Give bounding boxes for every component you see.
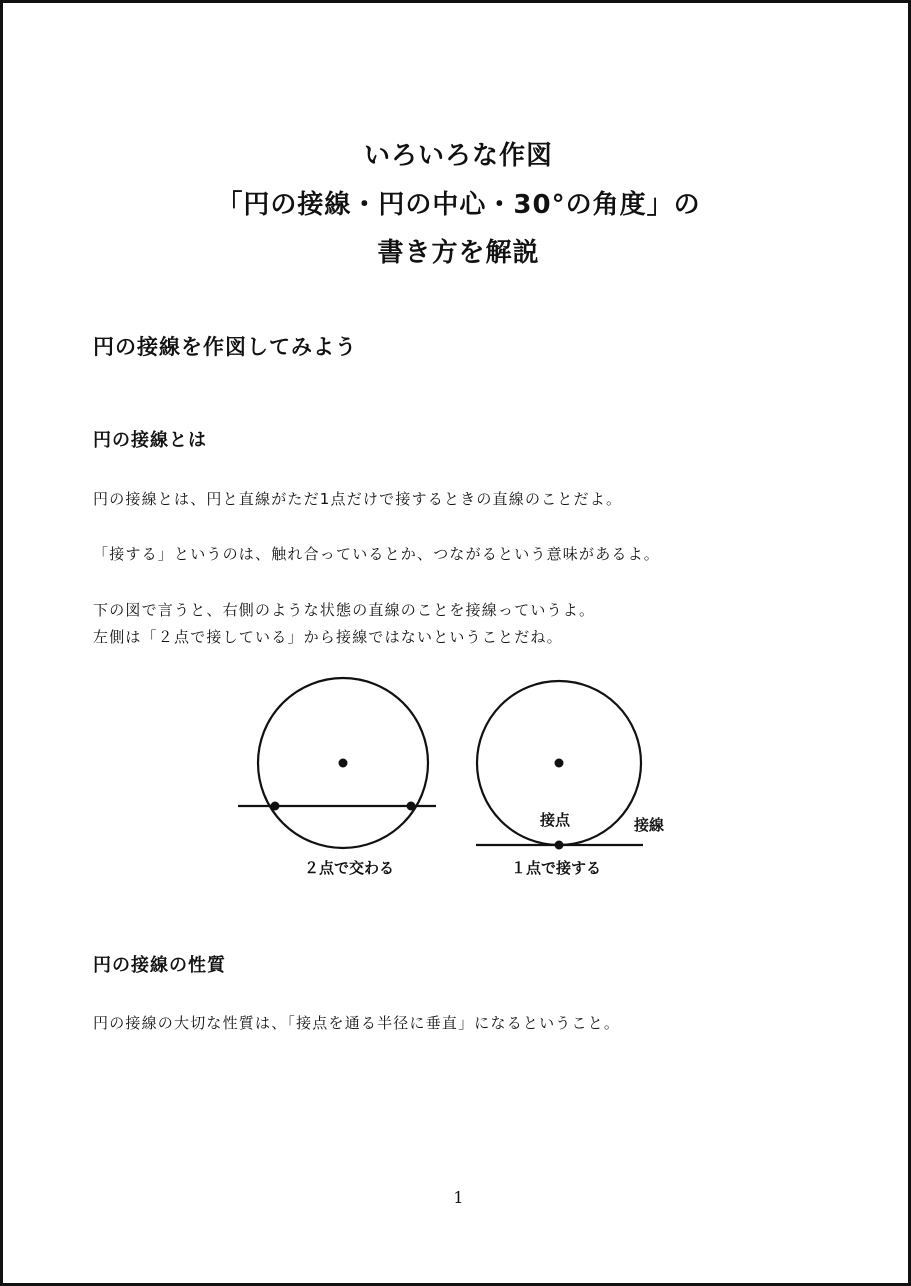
paragraph: 円の接線とは、円と直線がただ1点だけで接するときの直線のことだよ。 [93,490,623,508]
paragraph: 下の図で言うと、右側のような状態の直線のことを接線っていうよ。 [93,601,596,619]
paragraph: 「接する」というのは、触れ合っているとか、つながるという意味があるよ。 [93,545,661,563]
tangent-figure [3,3,908,1283]
subsection-heading-tangent-property: 円の接線の性質 [93,955,226,976]
title-line-1: いろいろな作図 [363,141,553,171]
tangent-line-label: 接線 [633,816,665,834]
page-number: 1 [453,1188,464,1207]
tangent-point [555,841,564,850]
right-caption: １点で接する [510,859,602,877]
left-caption: ２点で交わる [303,859,395,877]
paragraph: 円の接線の大切な性質は、「接点を通る半径に垂直」になるということ。 [93,1014,621,1032]
left-circle-center [339,759,348,768]
title-line-3: 書き方を解説 [377,238,540,268]
subsection-heading-tangent-definition: 円の接線とは [93,430,207,451]
tangent-point-label: 接点 [539,811,571,829]
right-circle-center [555,759,564,768]
paragraph: 左側は「２点で接している」から接線ではないということだね。 [93,628,563,646]
intersection-point-left [271,802,280,811]
intersection-point-right [407,802,416,811]
title-line-2: 「円の接線・円の中心・30°の角度」の [216,190,701,220]
section-heading: 円の接線を作図してみよう [93,335,357,359]
